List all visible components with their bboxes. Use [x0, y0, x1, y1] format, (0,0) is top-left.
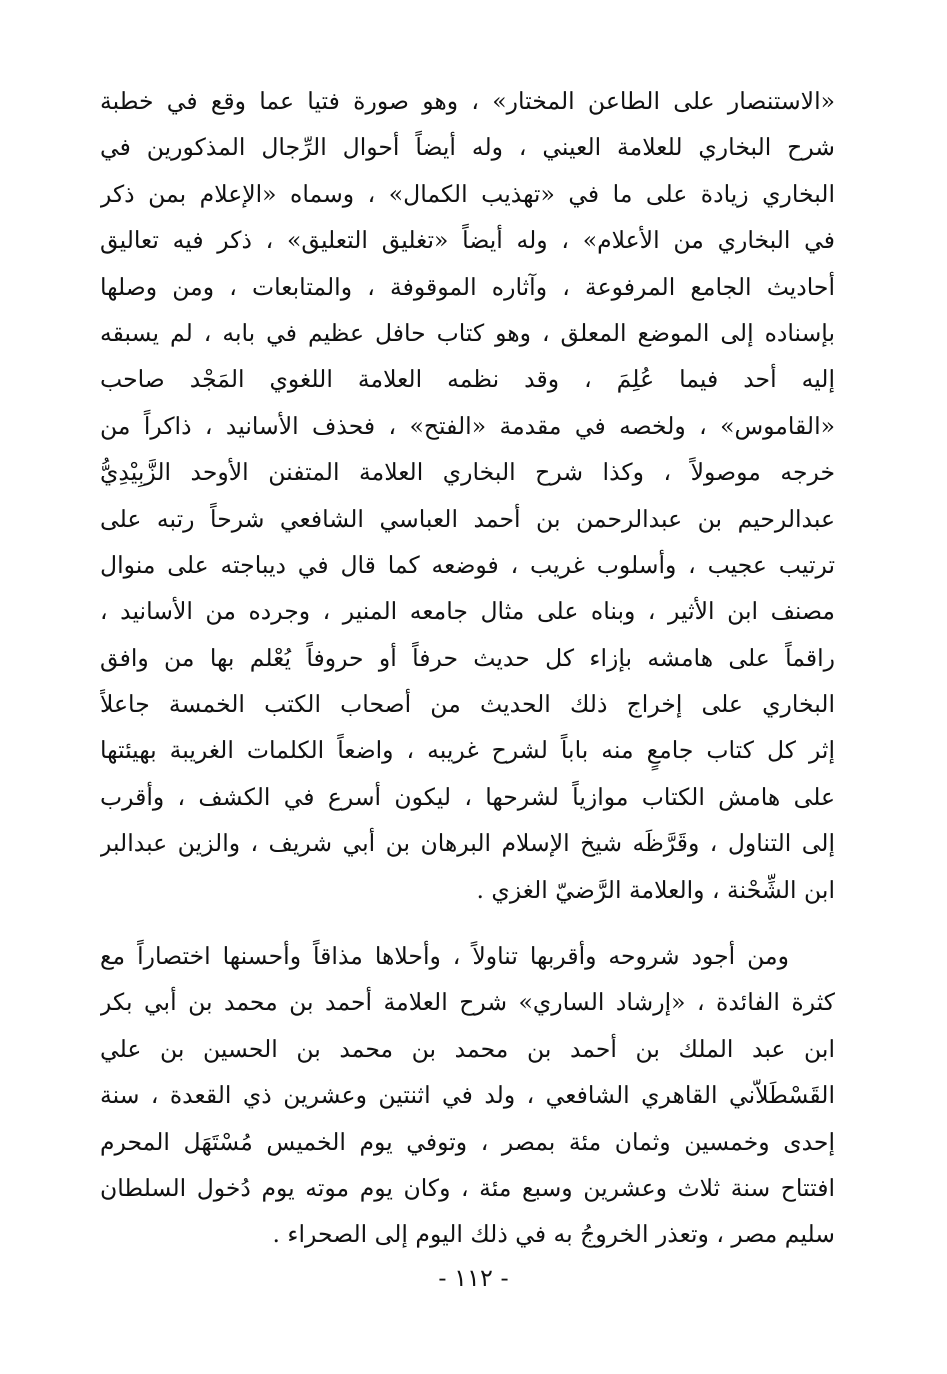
text-line: القَسْطَلاّني القاهري الشافعي ، ولد في اثنتين وعشرين ذي القعدة ، سنة — [100, 1081, 835, 1110]
text-line: ابن عبد الملك بن أحمد بن محمد بن محمد بن الحسين بن علي — [100, 1034, 835, 1063]
text-line: كثرة الفائدة ، «إرشاد الساري» شرح العلامة أحمد بن محمد بن أبي بكر — [100, 988, 835, 1017]
text-line: إثر كل كتاب جامعٍ منه باباً لشرح غريبه ، واضعاً الكلمات الغريبة بهيئتها — [100, 736, 835, 765]
text-line: على هامش الكتاب موازياً لشرحها ، ليكون أسرع في الكشف ، وأقرب — [100, 782, 835, 811]
text-line: إحدى وخمسين وثمان مئة بمصر ، وتوفي يوم الخميس مُسْتَهَل المحرم — [100, 1127, 835, 1156]
text-line: عبدالرحيم بن عبدالرحمن بن أحمد العباسي الشافعي شرحاً رتبه على — [100, 504, 835, 533]
text-line: البخاري على إخراج ذلك الحديث من أصحاب الكتب الخمسة جاعلاً — [100, 690, 835, 719]
text-line: خرجه موصولاً ، وكذا شرح البخاري العلامة المتفنن الأوحد الزَّبِيْدِيُّ — [100, 458, 835, 487]
text-line: أحاديث الجامع المرفوعة ، وآثاره الموقوفة ، والمتابعات ، ومن وصلها — [100, 272, 835, 301]
text-line: ومن أجود شروحه وأقربها تناولاً ، وأحلاها مذاقاً وأحسنها اختصاراً مع — [100, 942, 789, 971]
text-line: بإسناده إلى الموضع المعلق ، وهو كتاب حافل عظيم في بابه ، لم يسبقه — [100, 318, 835, 347]
paragraph-2 — [100, 933, 835, 1258]
paragraph-1 — [100, 78, 835, 913]
text-line: «القاموس» ، ولخصه في مقدمة «الفتح» ، فحذف الأسانيد ، ذاكراً من — [100, 411, 835, 440]
text-line: ترتيب عجيب ، وأسلوب غريب ، فوضعه كما قال في ديباجته على منوال — [100, 550, 835, 579]
page-number: - ١١٢ - — [438, 1264, 509, 1292]
paragraph-spacer — [100, 913, 835, 933]
text-line: مصنف ابن الأثير ، وبناه على مثال جامعه المنير ، وجرده من الأسانيد ، — [100, 597, 835, 626]
text-line: افتتاح سنة ثلاث وعشرين وسبع مئة ، وكان يوم موته يوم دُخول السلطان — [100, 1173, 835, 1202]
text-line: راقماً على هامشه بإزاء كل حديث حرفاً أو حروفاً يُعْلم بها من وافق — [100, 643, 835, 672]
text-line: في البخاري من الأعلام» ، وله أيضاً «تغليق التعليق» ، ذكر فيه تعاليق — [100, 226, 835, 255]
text-line: البخاري زيادة على ما في «تهذيب الكمال» ، وسماه «الإعلام بمن ذكر — [100, 179, 835, 208]
text-line: «الاستنصار على الطاعن المختار» ، وهو صورة فتيا عما وقع في خطبة — [100, 87, 835, 115]
text-line: سليم مصر ، وتعذر الخروجُ به في ذلك اليوم إلى الصحراء . — [272, 1220, 835, 1249]
text-line: شرح البخاري للعلامة العيني ، وله أيضاً أحوال الرِّجال المذكورين في — [100, 133, 835, 162]
text-line: إليه أحد فيما عُلِمَ ، وقد نظمه العلامة اللغوي المَجْد صاحب — [100, 365, 835, 394]
text-line: إلى التناول ، وقَرَّظَه شيخ الإسلام البرهان بن أبي شريف ، والزين عبدالبر — [100, 829, 835, 858]
page-body — [100, 78, 835, 1258]
text-line: ابن الشِّحْنة ، والعلامة الرَّضيّ الغزي . — [476, 875, 835, 904]
